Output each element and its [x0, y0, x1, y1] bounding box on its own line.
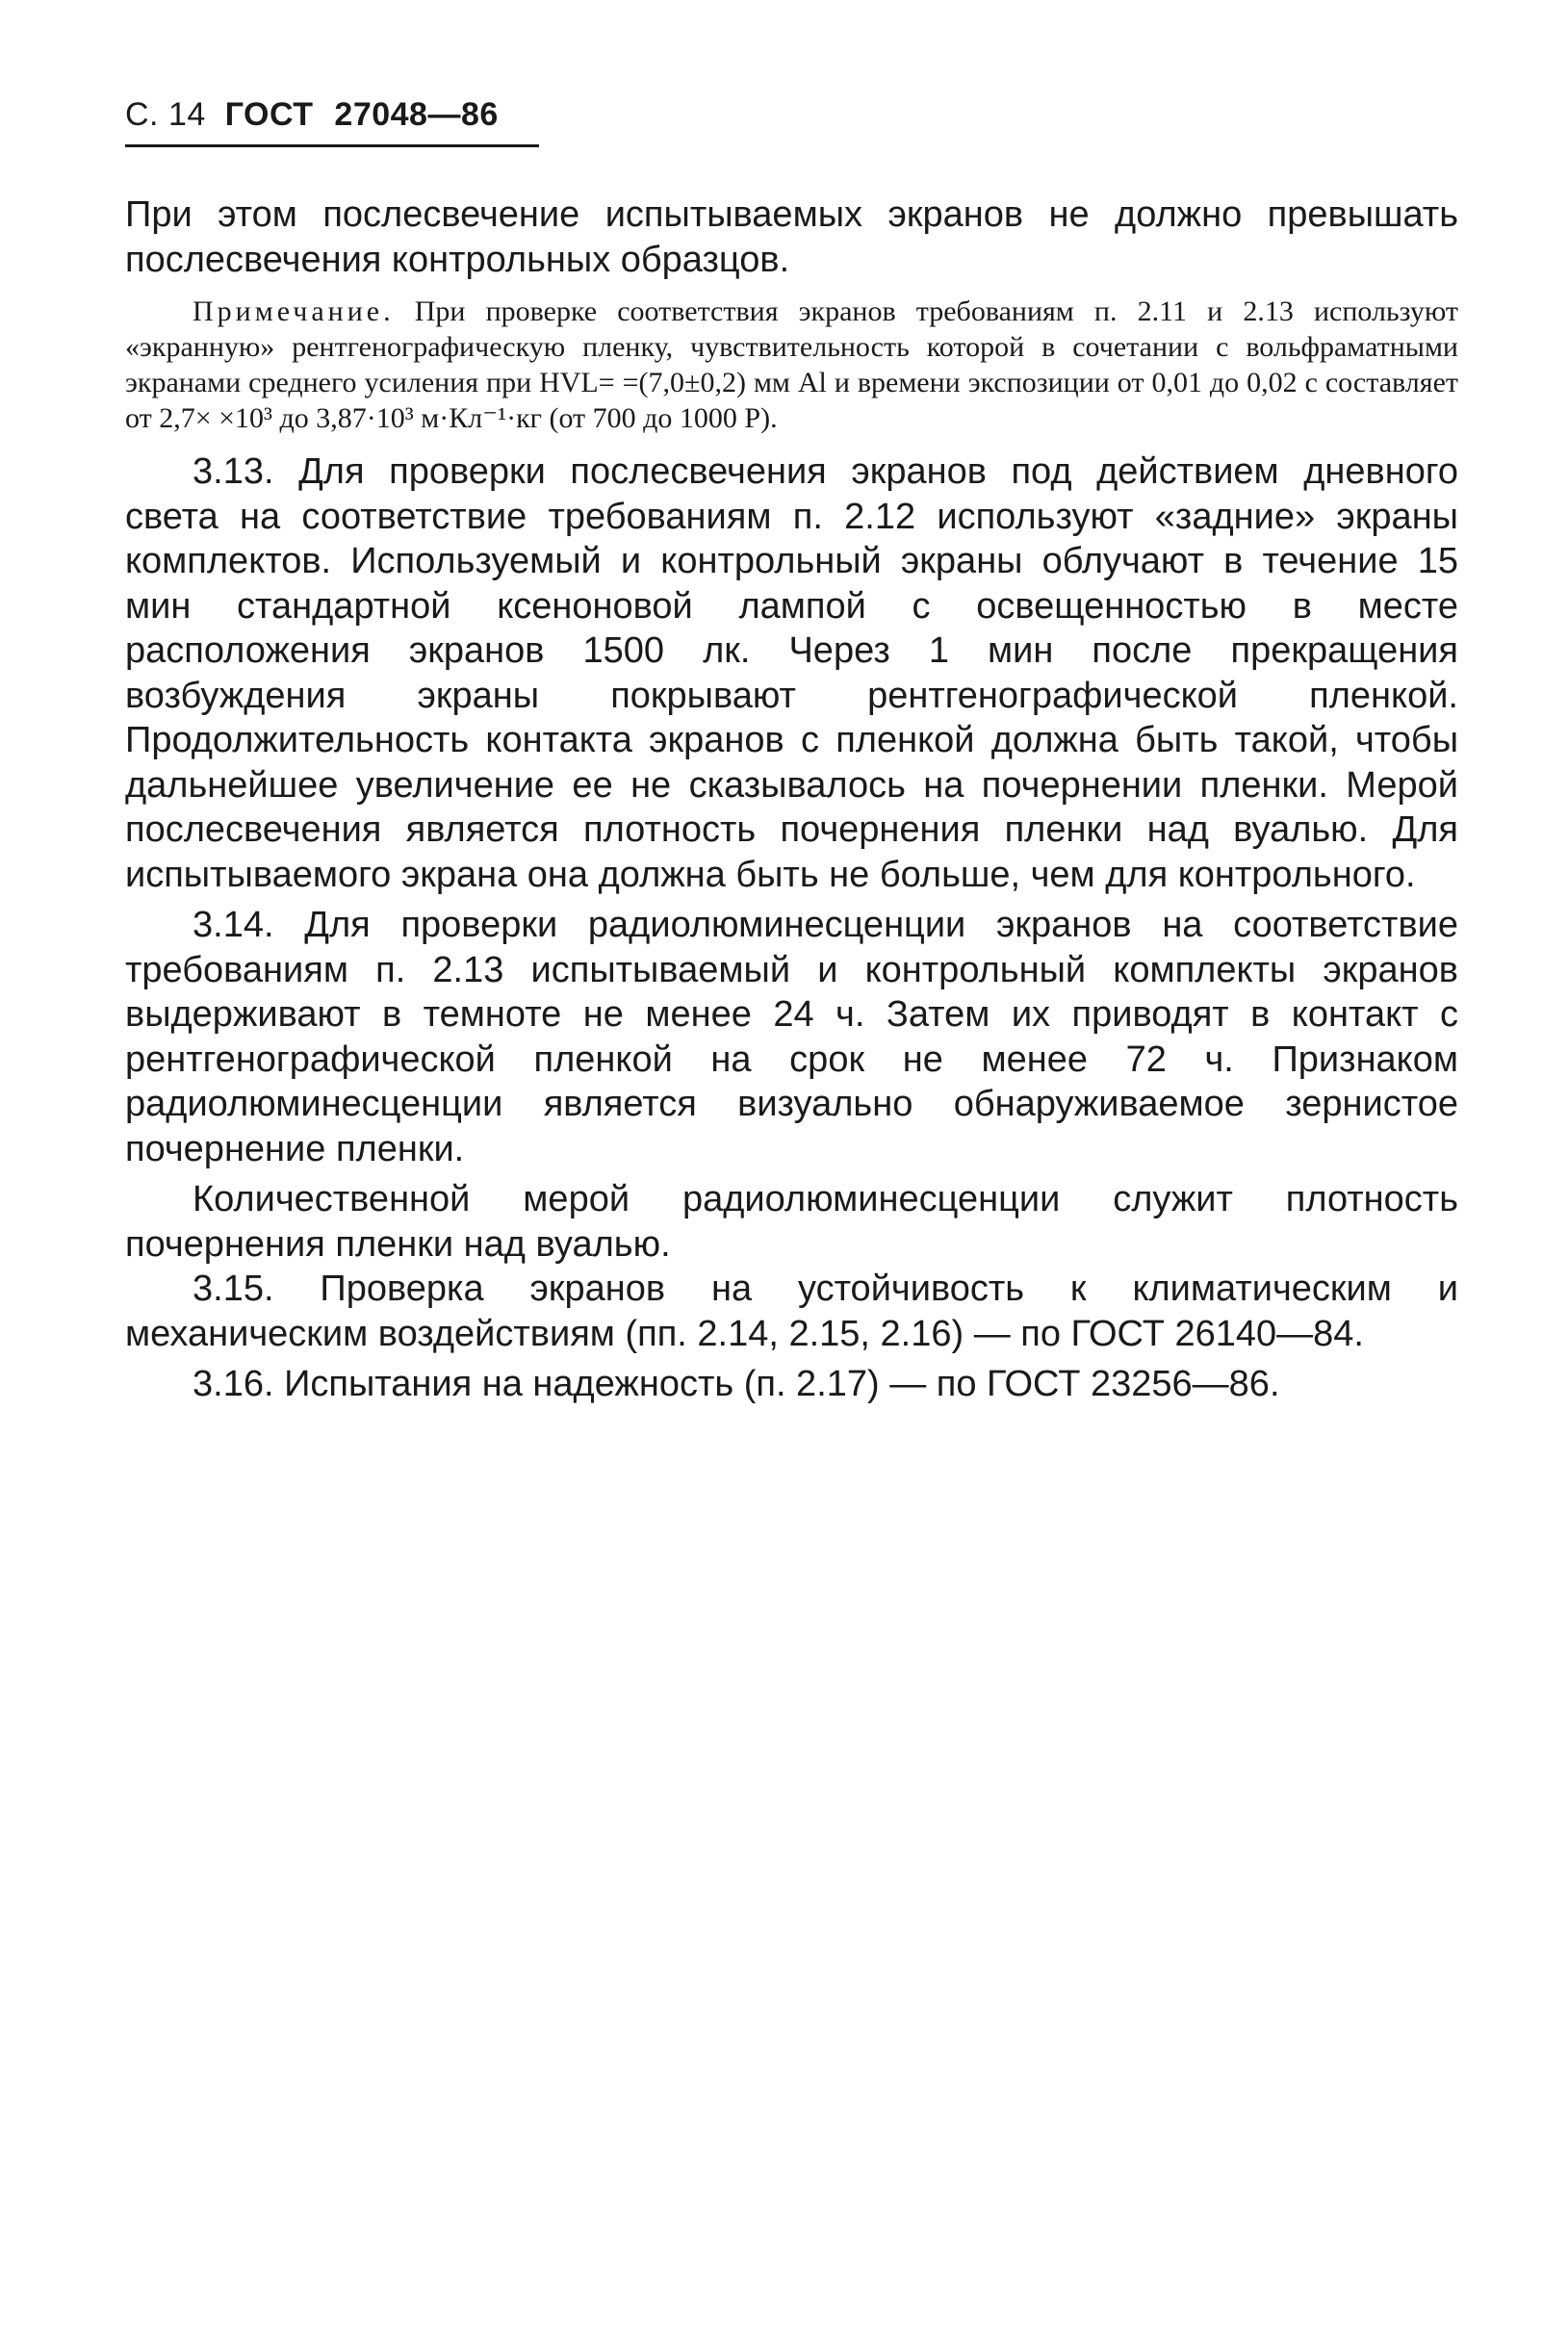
- note-label: Примечание.: [193, 295, 395, 327]
- page-header: [125, 96, 499, 134]
- paragraph-3-14-continued: Количественной мерой радиолюминесценции служит плотность почернения пленки над вуалью.: [125, 1179, 1458, 1265]
- header-rule: [125, 144, 539, 147]
- paragraph-3-13: 3.13. Для проверки послесвечения экранов под действием дневного света на соответствие требованиям п. 2.12 используют «задние» экраны комплектов. Используемый и контрольный экраны облучают в течение 15 мин стандартной ксеноновой лампой с освещенностью в месте расположения экранов 1500 лк. Через 1 мин после прекращения возбуждения экраны покрывают рентгенографической пленкой. Продолжительность контакта экранов с пленкой должна быть такой, чтобы дальнейшее увеличение ее не сказывалось на почернении пленки. Мерой послесвечения является плотность почернения пленки над вуалью. Для испытываемого экрана она должна быть не больше, чем для контрольного.: [125, 451, 1458, 895]
- note: [125, 294, 1458, 436]
- document-body: [125, 192, 1458, 1407]
- note-text: При проверке соответствия экранов требованиям п. 2.11 и 2.13 используют «экранную» рентгенографическую пленку, чувствительность которой в сочетании с вольфраматными экранами среднего усиления при HVL= =(7,0±0,2) мм Al и времени экспозиции от 0,01 до 0,02 с составляет от 2,7× ×10³ до 3,87·10³ м·Кл⁻¹·кг (от 700 до 1000 Р).: [125, 295, 1458, 434]
- page-number: С. 14: [125, 96, 206, 133]
- standard-number: 27048—86: [334, 96, 499, 133]
- paragraph-3-15: 3.15. Проверка экранов на устойчивость к климатическим и механическим воздействиям (пп. 2.14, 2.15, 2.16) — по ГОСТ 26140—84.: [125, 1269, 1458, 1354]
- paragraph-3-14: 3.14. Для проверки радиолюминесценции экранов на соответствие требованиям п. 2.13 испытываемый и контрольный комплекты экранов выдерживают в темноте не менее 24 ч. Затем их приводят в контакт с рентгенографической пленкой на срок не менее 72 ч. Признаком радиолюминесценции является визуально обнаруживаемое зернистое почернение пленки.: [125, 905, 1458, 1169]
- paragraph-intro: При этом послесвечение испытываемых экранов не должно превышать послесвечения контрольных образцов.: [125, 194, 1458, 280]
- paragraph-3-16: 3.16. Испытания на надежность (п. 2.17) — по ГОСТ 23256—86.: [193, 1364, 1280, 1404]
- standard-name: ГОСТ: [224, 96, 314, 133]
